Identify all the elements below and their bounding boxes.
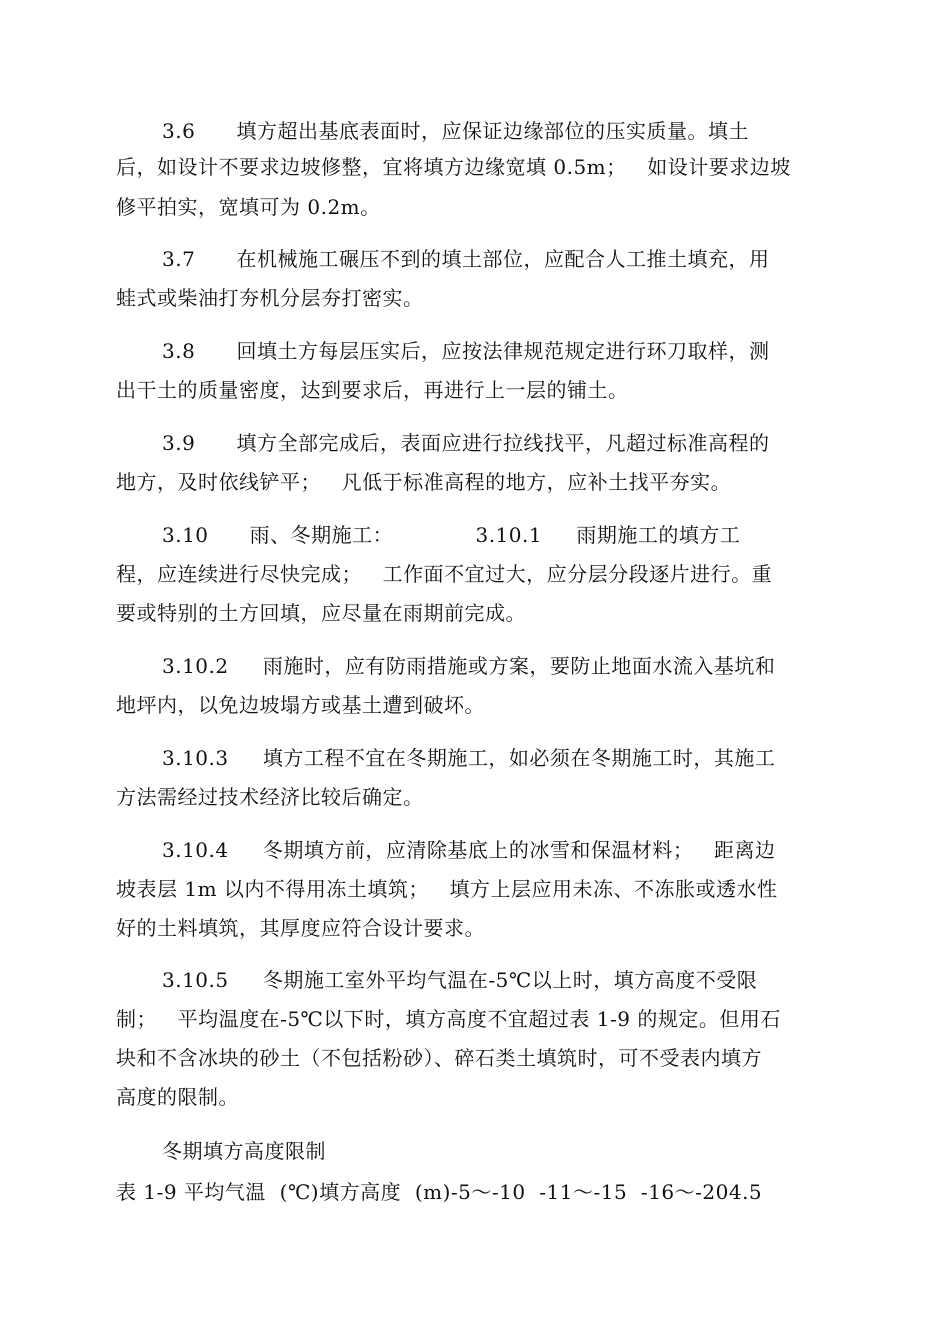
- paragraph-3-10-5-line-3: 块和不含冰块的砂土（不包括粉砂）、碎石类土填筑时，可不受表内填方: [116, 1046, 762, 1070]
- paragraph-3-10-line-1: 3.10 雨、冬期施工： 3.10.1 雨期施工的填方工: [162, 523, 741, 547]
- paragraph-3-8-line-2: 出干土的质量密度，达到要求后，再进行上一层的铺土。: [116, 378, 629, 402]
- paragraph-3-6-line-2: 后，如设计不要求边坡修整，宜将填方边缘宽填 0.5m； 如设计要求边坡: [116, 155, 791, 179]
- paragraph-3-10-4-line-3: 好的土料填筑，其厚度应符合设计要求。: [116, 916, 485, 940]
- paragraph-3-7-line-1: 3.7 在机械施工碾压不到的填土部位，应配合人工推土填充，用: [162, 247, 770, 271]
- paragraph-3-10-line-2: 程，应连续进行尽快完成； 工作面不宜过大，应分层分段逐片进行。重: [116, 562, 773, 586]
- paragraph-3-9-line-2: 地方，及时依线铲平； 凡低于标准高程的地方，应补土找平夯实。: [116, 470, 732, 494]
- paragraph-3-6-line-1: 3.6 填方超出基底表面时，应保证边缘部位的压实质量。填土: [162, 119, 749, 143]
- paragraph-3-10-line-3: 要或特别的土方回填，应尽量在雨期前完成。: [116, 601, 526, 625]
- paragraph-3-10-3-line-1: 3.10.3 填方工程不宜在冬期施工，如必须在冬期施工时，其施工: [162, 746, 776, 770]
- paragraph-3-10-2-line-1: 3.10.2 雨施时，应有防雨措施或方案，要防止地面水流入基坑和: [162, 654, 776, 678]
- paragraph-3-10-4-line-2: 坡表层 1m 以内不得用冻土填筑； 填方上层应用未冻、不冻胀或透水性: [116, 877, 778, 901]
- table-line: 表 1-9 平均气温 (℃)填方高度 (m)-5～-10 -11～-15 -16～-204.5: [116, 1180, 763, 1204]
- paragraph-3-7-line-2: 蛙式或柴油打夯机分层夯打密实。: [116, 286, 424, 310]
- paragraph-3-9-line-1: 3.9 填方全部完成后，表面应进行拉线找平，凡超过标准高程的: [162, 431, 770, 455]
- paragraph-3-8-line-1: 3.8 回填土方每层压实后，应按法律规范规定进行环刀取样，测: [162, 339, 770, 363]
- paragraph-3-10-3-line-2: 方法需经过技术经济比较后确定。: [116, 785, 424, 809]
- paragraph-3-10-5-line-1: 3.10.5 冬期施工室外平均气温在-5℃以上时，填方高度不受限: [162, 968, 758, 992]
- paragraph-3-10-5-line-2: 制； 平均温度在-5℃以下时，填方高度不宜超过表 1-9 的规定。但用石: [116, 1007, 781, 1031]
- table-caption: 冬期填方高度限制: [162, 1139, 326, 1163]
- paragraph-3-10-4-line-1: 3.10.4 冬期填方前，应清除基底上的冰雪和保温材料； 距离边: [162, 838, 776, 862]
- paragraph-3-10-2-line-2: 地坪内，以免边坡塌方或基土遭到破坏。: [116, 693, 485, 717]
- paragraph-3-10-5-line-4: 高度的限制。: [116, 1085, 239, 1109]
- paragraph-3-6-line-3: 修平拍实，宽填可为 0.2m。: [116, 195, 381, 219]
